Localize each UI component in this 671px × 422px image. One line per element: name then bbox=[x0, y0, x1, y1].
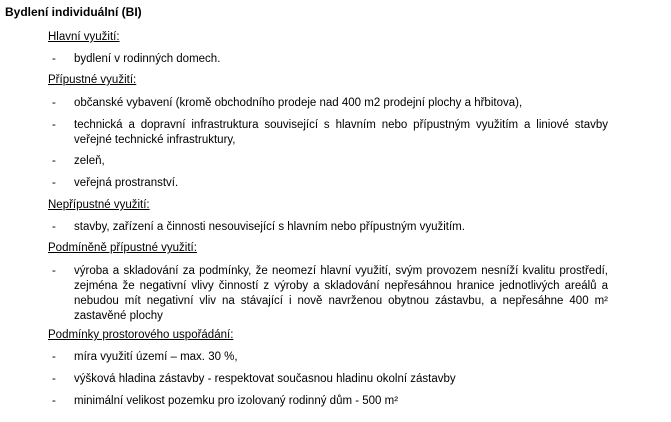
list-item-text: minimální velikost pozemku pro izolovaný rodinný dům - 500 m² bbox=[74, 395, 399, 407]
bullet-dash: - bbox=[52, 221, 56, 233]
bullet-dash: - bbox=[52, 155, 56, 167]
list-item-text: zeleň, bbox=[74, 155, 105, 167]
bullet-dash: - bbox=[52, 395, 56, 407]
list-item-text: výroba a skladování za podmínky, že neomezí hlavní využití, svým provozem nesníží kvalitu prostředí, zejména že negativní vlivy činností z výroby a skladování nepřesáhnou hranice jednotlivých areálů a nebudou mít negativní vliv na stávající i nově navrženou obytnou zástavbu, a nepřesáhne 400 m² zastavěné plochy bbox=[74, 265, 608, 322]
bullet-dash: - bbox=[52, 373, 56, 385]
list-item-text: bydlení v rodinných domech. bbox=[74, 53, 221, 65]
bullet-dash: - bbox=[52, 119, 56, 131]
list-item-text: veřejná prostranství. bbox=[74, 177, 179, 189]
bullet-dash: - bbox=[52, 351, 56, 363]
bullet-dash: - bbox=[52, 53, 56, 65]
list-item-text: technická a dopravní infrastruktura související s hlavním nebo přípustným využitím a liniové stavby veřejné technické infrastruktury, bbox=[74, 119, 608, 146]
list-item-text: výšková hladina zástavby - respektovat současnou hladinu okolní zástavby bbox=[74, 373, 456, 385]
list-item-text: míra využití území – max. 30 %, bbox=[74, 351, 238, 363]
bullet-dash: - bbox=[52, 97, 56, 109]
heading-prohibited-use: Nepřípustné využití: bbox=[48, 199, 150, 211]
heading-main-use: Hlavní využití: bbox=[48, 31, 120, 43]
list-item-text: občanské vybavení (kromě obchodního prodeje nad 400 m2 prodejní plochy a hřbitova), bbox=[74, 97, 523, 109]
heading-conditional-use: Podmíněně přípustné využití: bbox=[48, 242, 197, 254]
bullet-dash: - bbox=[52, 177, 56, 189]
heading-spatial-conditions: Podmínky prostorového uspořádání: bbox=[48, 329, 234, 341]
section-title: Bydlení individuální (BI) bbox=[5, 5, 142, 19]
bullet-dash: - bbox=[52, 265, 56, 277]
list-item-text: stavby, zařízení a činnosti nesouvisející s hlavním nebo přípustným využitím. bbox=[74, 221, 465, 233]
heading-permitted-use: Přípustné využití: bbox=[48, 74, 137, 86]
